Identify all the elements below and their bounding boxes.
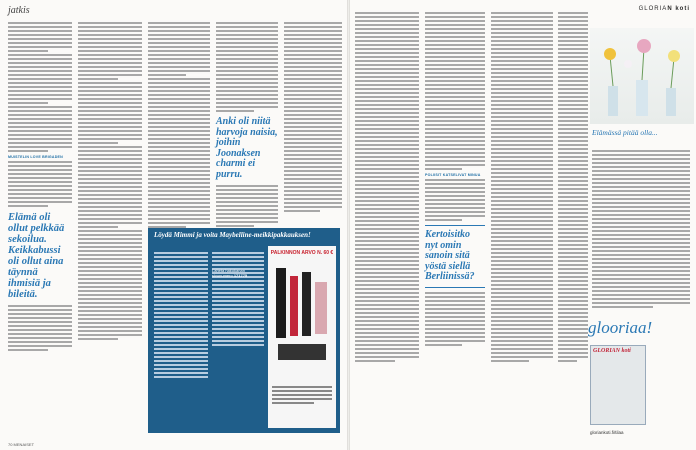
text-column-9 — [558, 12, 588, 364]
text-column-1 — [8, 22, 72, 353]
text-column-6 — [355, 12, 419, 364]
page-folio: 70 MENAISET — [8, 442, 35, 447]
pull-quote-left: Elämä oli ollut pelkkää sekoilua. Keikkabussi oli ollut aina täynnä ihmisiä ja bileitä. — [8, 212, 65, 301]
flower-vase-image — [590, 28, 694, 124]
pull-quote-right: Kertoisitko nyt omin sanoin sitä yöstä siellä Berliinissä? — [425, 225, 485, 288]
image-caption: Elämässä pitää olla... — [592, 128, 658, 137]
text-column-5 — [284, 22, 342, 214]
contest-steps — [212, 252, 264, 348]
gutter — [347, 0, 350, 450]
pull-quote-center: Anki oli niitä harvoja naisia, joihin Joonaksen charmi ei purru. — [216, 116, 278, 180]
subheading-2: POLIISIT KATSELIVAT MINUA — [425, 173, 481, 177]
section-label: jatkis — [8, 5, 30, 16]
prize-description — [272, 386, 332, 406]
contest-answer-field: Laheta hakukanan sivunumero 171775 — [212, 268, 248, 278]
subheading: MUISTELIN LOVE BRIGADEN — [8, 155, 63, 159]
magazine-cover-title: GLORIAN koti — [593, 348, 631, 354]
text-column-2 — [78, 22, 142, 342]
contest-box — [148, 228, 340, 433]
magazine-cover-image — [590, 345, 646, 425]
ad-copy — [592, 150, 690, 310]
contest-rules — [154, 252, 208, 380]
ad-headline: glooriaa! — [588, 318, 653, 337]
text-column-4 — [216, 22, 278, 229]
subscription-url: gloriankoti.fi/tilaa — [590, 430, 624, 435]
prize-panel — [268, 246, 336, 428]
contest-title: Löydä Mimmi ja voita Maybelline-meikkipakkauksen! — [154, 231, 311, 239]
prize-value-label: PALKINNON ARVO N. 60 € — [270, 250, 334, 256]
text-column-3 — [148, 22, 210, 230]
text-column-7 — [425, 12, 485, 348]
cosmetics-product-image — [268, 262, 336, 372]
brand-logo: GLORIAN koti — [638, 6, 690, 12]
text-column-8 — [491, 12, 553, 364]
